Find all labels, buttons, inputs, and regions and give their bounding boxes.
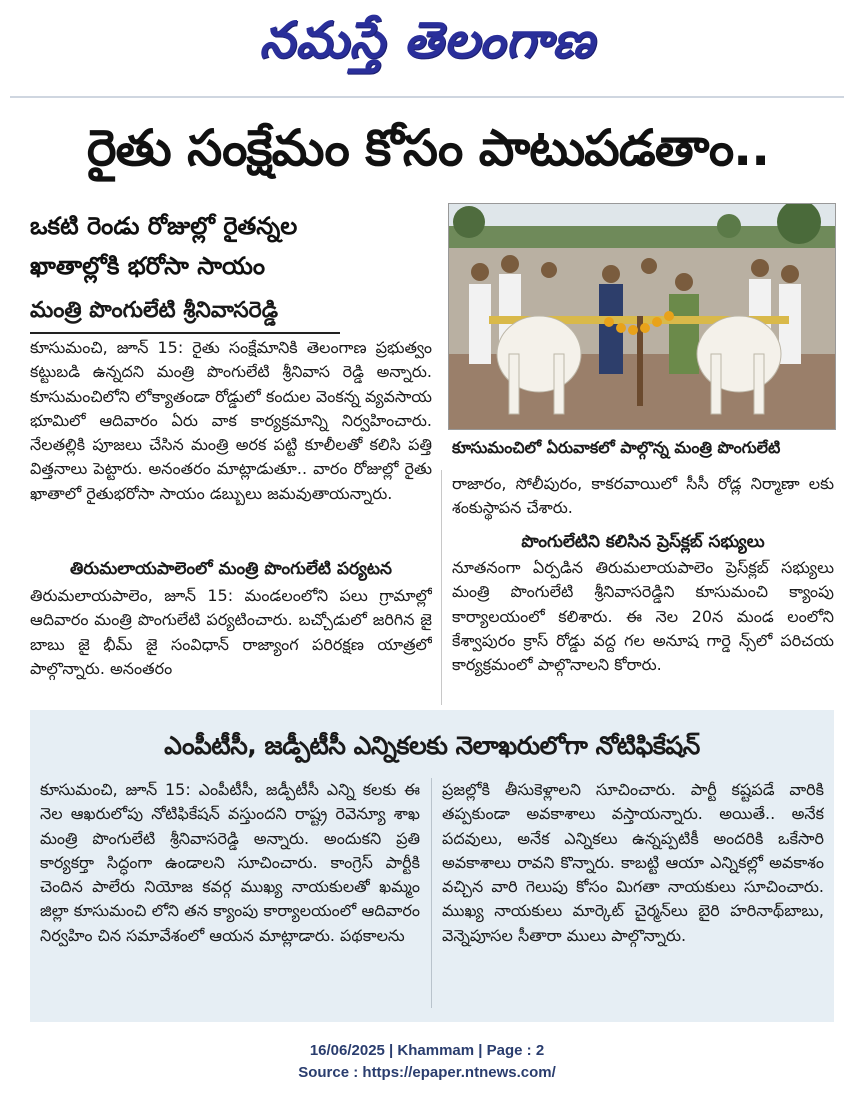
section-paragraph: నూతనంగా ఏర్పడిన తిరుమలాయపాలెం ప్రెస్‌క్లబ్ సభ్యులు మంత్రి పొంగులేటి శ్రీనివాసరెడ్డిని కూసుమంచి క్యాంపు కార్యాలయంలో కలిశారు. ఈ నెల 20న మండ లంలోని కేశ్వాపురం క్రాస్ రోడ్డు వద్ద గల అనూష గార్డె న్స్‌లో పరిచయ కార్యక్రమంలో పాల్గొనాలని కోరారు.	[452, 558, 834, 675]
boxed-paragraph: ప్రజల్లోకి తీసుకెళ్లాలని సూచించారు. పార్టీ కష్టపడే వారికి తప్పకుండా అవకాశాలు వస్తాయన్నారు. అయితే.. అనేక పదవులు, అనేక ఎన్నికలు ఉన్నప్పటికీ అందరికి ఒకేసారి అవకాశాలు రావని కొన్నారు. కాబట్టి ఆయా ఎన్నికల్లో అవకాశం వచ్చిన వారి గెలుపు కోసం మిగతా నాయకులు సూచించారు. ముఖ్య నాయకులు మార్కెట్ చైర్మన్‌లు బైరి హరినాథ్‌బాబు, వెన్నెపూసల సీతారా ములు పాల్గొన్నారు.	[442, 780, 824, 945]
section-paragraph: తిరుమలాయపాలెం, జూన్ 15: మండలంలోని పలు గ్రామాల్లో ఆదివారం మంత్రి పొంగులేటి పర్యటించారు. బచ్చోడులో జరిగిన జై బాబు జై భీమ్ జై సంవిధాన్ రాజ్యాంగ పరిరక్షణ యాత్రలో పాల్గొన్నారు. అనంతరం	[30, 586, 432, 678]
boxed-article-title: ఎంపీటీసీ, జడ్పీటీసీ ఎన్నికలకు నెలాఖరులోగా నోటిఫికేషన్	[164, 731, 700, 760]
article-paragraph: కూసుమంచి, జూన్ 15: రైతు సంక్షేమానికి తెలంగాణ ప్రభుత్వం కట్టుబడి ఉన్నదని మంత్రి పొంగులేటి శ్రీనివాస రెడ్డి అన్నారు. కూసుమంచిలోని లోక్యాతండా రోడ్డులో కందుల వెంకన్న వ్యవసాయ భూమిలో ఆదివారం ఏరు వాక కార్యక్రమాన్ని నిర్వహించారు. నేలతల్లికి పూజలు చేసిన మంత్రి అరక పట్టి కూలీలతో కలిసి పత్తి విత్తనాలు పెట్టారు. అనంతరం మాట్లాడుతూ.. వారం రోజుల్లో రైతు ఖాతాలో రైతుభరోసా సాయం డబ్బులు జమవుతాయన్నారు.	[30, 338, 432, 503]
page-info: 16/06/2025 | Khammam | Page : 2	[309, 1042, 545, 1059]
divider	[10, 96, 844, 98]
article-byline: మంత్రి పొంగులేటి శ్రీనివాసరెడ్డి	[30, 290, 340, 334]
boxed-paragraph: కూసుమంచి, జూన్ 15: ఎంపీటీసీ, జడ్పీటీసీ ఎన్ని కలకు ఈ నెల ఆఖరులోపు నోటిఫికేషన్ వస్తుందని రాష్ట్ర రెవెన్యూ శాఖ మంత్రి పొంగులేటి శ్రీనివాసరెడ్డి అన్నారు. అందుకని ప్రతి కార్యకర్తా సిద్ధంగా ఉండాలని సూచించారు. కాంగ్రెస్ పార్టీకి చెందిన పాలేరు నియోజ కవర్గ ముఖ్య నాయకులతో ఖమ్మం జిల్లా కూసుమంచి లోని తన క్యాంపు కార్యాలయంలో ఆదివారం నిర్వహిం చిన సమావేశంలో ఆయన మాట్లాడారు. పథకాలను	[40, 780, 420, 945]
column-divider	[441, 470, 442, 705]
article-headline: రైతు సంక్షేమం కోసం పాటుపడతాం..	[86, 119, 770, 177]
news-photo	[448, 203, 836, 430]
section-body	[30, 584, 432, 709]
section-heading: పొంగులేటిని కలిసిన ప్రెస్‌క్లబ్ సభ్యులు	[521, 532, 765, 552]
source-link[interactable]: Source : https://epaper.ntnews.com/	[298, 1064, 556, 1081]
article-subhead-line1: ఒకటి రెండు రోజుల్లో రైతన్నల	[30, 212, 298, 240]
article-body-right	[452, 472, 834, 528]
masthead	[0, 0, 854, 92]
article-body-left	[30, 336, 432, 556]
article-subhead-line2: ఖాతాల్లోకి భరోసా సాయం	[30, 252, 265, 280]
article-paragraph: రాజారం, సోలీపురం, కాకరవాయిలో సీసీ రోడ్ల నిర్మాణా లకు శంకుస్థాపన చేశారు.	[452, 474, 834, 518]
section-heading: తిరుమలాయపాలెంలో మంత్రి పొంగులేటి పర్యటన	[70, 559, 392, 579]
newspaper-logo: నమస్తే తెలంగాణ	[259, 10, 595, 69]
boxed-article-body-right	[442, 778, 824, 1010]
column-divider	[431, 778, 432, 1008]
section-body	[452, 556, 834, 696]
boxed-article-body-left	[40, 778, 420, 1010]
photo-caption: కూసుమంచిలో ఏరువాకలో పాల్గొన్న మంత్రి పొంగులేటి	[452, 438, 781, 457]
